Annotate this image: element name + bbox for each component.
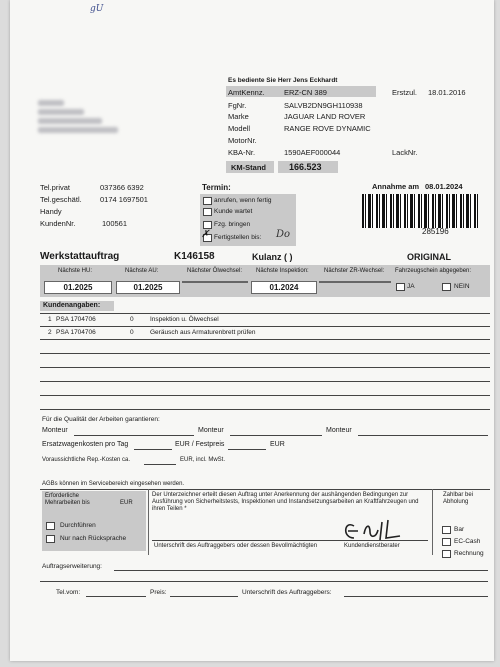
lack-label: LackNr. — [392, 148, 418, 157]
redacted-address-line — [38, 100, 64, 106]
kunden-line-qty: 0 — [130, 329, 134, 336]
monteur-label: Monteur — [198, 427, 224, 434]
kba-label: KBA-Nr. — [228, 148, 256, 157]
kunden-line-qty: 0 — [130, 316, 134, 323]
fahrzeugschein-ja-checkbox[interactable] — [396, 283, 405, 291]
divider — [432, 489, 433, 555]
amtkennz-label: AmtKennz. — [228, 88, 265, 97]
monteur-line[interactable] — [358, 435, 488, 436]
redacted-address-line — [38, 127, 118, 133]
fgnr-value: SALVB2DN9GH110938 — [284, 101, 363, 110]
mehrarbeiten-label: Mehrarbeiten bis — [45, 500, 90, 506]
km-label: KM-Stand — [231, 163, 266, 172]
agb-header: AGBs können im Servicebereich eingesehen werden. — [42, 481, 185, 487]
nein-label: NEIN — [454, 283, 470, 290]
kunden-label: KundenNr. — [40, 219, 76, 228]
motornr-label: MotorNr. — [228, 136, 257, 145]
kunden-line-code: PSA 1704706 — [56, 316, 96, 323]
tel-gesch-value: 0174 1697501 — [100, 195, 148, 204]
erstzul-value: 18.01.2016 — [428, 88, 466, 97]
insp-value: 01.2024 — [251, 281, 317, 294]
erweiterung-line[interactable] — [114, 570, 488, 571]
modell-label: Modell — [228, 124, 251, 133]
rechnung-checkbox[interactable] — [442, 550, 451, 558]
declaration-text: Der Unterzeichner erteilt diesen Auftrag unter Anerkennung der aushängenden Bedingungen zur Ausführung von Sicherheitstests, Inspektionen und Instandsetzungsarbeiten an Kraftfahrzeugen und ihren Teilen * — [152, 492, 419, 512]
blank-line[interactable] — [40, 581, 488, 582]
pay-option: EC-Cash — [454, 538, 481, 545]
hu-value: 01.2025 — [44, 281, 112, 294]
termin-checkbox[interactable] — [203, 197, 212, 205]
zahlbar-label: Zahlbar bei — [443, 492, 474, 498]
termin-option: Fzg. bringen — [214, 221, 251, 228]
barcode-number: 285196 — [422, 227, 449, 236]
durchfuehren-checkbox[interactable] — [46, 522, 55, 530]
marke-label: Marke — [228, 112, 249, 121]
erforderliche-label: Erforderliche — [45, 493, 80, 499]
abholung-label: Abholung — [443, 499, 469, 505]
hu-label: Nächste HU: — [58, 268, 93, 274]
monteur-line[interactable] — [74, 435, 194, 436]
ersatz-line[interactable] — [134, 449, 172, 450]
signature-image — [340, 516, 420, 546]
kunden-line-code: PSA 1704706 — [56, 329, 96, 336]
termin-option: Fertigstellen bis: — [214, 234, 262, 241]
blank-line[interactable] — [40, 409, 490, 410]
kundenangaben-title: Kundenangaben: — [43, 302, 101, 309]
ec-cash-checkbox[interactable] — [442, 538, 451, 546]
ersatz-label: Ersatzwagenkosten pro Tag — [42, 441, 129, 448]
separator — [40, 313, 490, 314]
fahrzeugschein-label: Fahrzeugschein abgegeben: — [395, 268, 472, 274]
oel-value — [182, 281, 248, 283]
mehrarbeit-eur: EUR — [120, 500, 133, 506]
handy-label: Handy — [40, 207, 62, 216]
divider — [148, 489, 149, 555]
signature-line[interactable] — [152, 540, 428, 541]
tel-gesch-label: Tel.geschätl. — [40, 195, 82, 204]
termin-option: anrufen, wenn fertig — [214, 197, 272, 204]
kundendienstberater: Kundendienstberater — [344, 543, 400, 549]
handwritten-note: gU — [90, 4, 104, 14]
au-label: Nächste AU: — [125, 268, 159, 274]
fahrzeugschein-nein-checkbox[interactable] — [442, 283, 451, 291]
tel-privat-value: 037366 6392 — [100, 183, 144, 192]
pay-option: Bar — [454, 526, 465, 533]
order-number: K146158 — [174, 251, 215, 262]
insp-label: Nächste Inspektion: — [256, 268, 309, 274]
preis-line[interactable] — [170, 596, 238, 597]
oel-label: Nächster Ölwechsel: — [187, 268, 243, 274]
marke-value: JAGUAR LAND ROVER — [284, 112, 366, 121]
redacted-address-line — [38, 118, 102, 124]
fgnr-label: FgNr. — [228, 101, 247, 110]
voraus-label: Voraussichtliche Rep.-Kosten ca. — [42, 457, 131, 463]
handwritten-fertig-day: Do — [276, 229, 291, 240]
blank-line[interactable] — [40, 395, 490, 396]
durchfuehren-label: Durchführen — [60, 522, 96, 529]
preis-label: Preis: — [150, 589, 167, 596]
unterschrift-line[interactable] — [344, 596, 488, 597]
annahme-label: Annahme am — [372, 182, 420, 191]
kunden-line-nr: 1 — [48, 316, 52, 323]
nur-nach-checkbox[interactable] — [46, 535, 55, 543]
nur-nach-label: Nur nach Rücksprache — [60, 535, 127, 542]
monteur-label: Monteur — [326, 427, 352, 434]
au-value: 01.2025 — [116, 281, 180, 294]
separator — [40, 339, 490, 340]
zr-label: Nächster ZR-Wechsel: — [324, 268, 385, 274]
eur-festpreis: EUR / Festpreis — [175, 441, 225, 448]
zr-value — [319, 281, 391, 283]
festpreis-line[interactable] — [228, 449, 266, 450]
kba-value: 1590AEF000044 — [284, 148, 341, 157]
ja-label: JA — [407, 283, 415, 290]
kunden-line-text: Inspektion u. Ölwechsel — [150, 316, 219, 323]
original-label: ORIGINAL — [407, 252, 451, 262]
erstzul-label: Erstzul. — [392, 88, 418, 97]
voraus-line[interactable] — [144, 464, 176, 465]
separator — [40, 489, 490, 490]
kulanz: Kulanz ( ) — [252, 252, 293, 262]
telvom-label: Tel.vom: — [56, 589, 81, 596]
eur-label: EUR — [270, 441, 285, 448]
termin-option: Kunde wartet — [214, 208, 253, 215]
annahme-value: 08.01.2024 — [425, 182, 463, 191]
quality-text: Für die Qualität der Arbeiten garantieren: — [42, 416, 160, 423]
kunden-line-nr: 2 — [48, 329, 52, 336]
termin-checkbox[interactable] — [203, 221, 212, 229]
kunden-line-text: Geräusch aus Armaturenbrett prüfen — [150, 329, 256, 336]
separator — [40, 326, 490, 327]
served-by: Es bediente Sie Herr Jens Eckhardt — [228, 77, 338, 84]
order-title: Werkstattauftrag — [40, 251, 120, 262]
km-value: 166.523 — [289, 162, 322, 172]
bar-checkbox[interactable] — [442, 526, 451, 534]
handwritten-check-mark: ✗ — [201, 229, 210, 240]
pay-option: Rechnung — [454, 550, 484, 557]
erweiterung-label: Auftragserweiterung: — [42, 563, 102, 570]
monteur-line[interactable] — [230, 435, 322, 436]
blank-line[interactable] — [40, 381, 490, 382]
tel-privat-label: Tel.privat — [40, 183, 71, 192]
monteur-label: Monteur — [42, 427, 68, 434]
termin-checkbox[interactable] — [203, 208, 212, 216]
work-order-sheet — [10, 0, 494, 661]
modell-value: RANGE ROVE DYNAMIC — [284, 124, 371, 133]
kunden-value: 100561 — [102, 219, 128, 228]
blank-line[interactable] — [40, 367, 490, 368]
unterschrift-label: Unterschrift des Auftraggebers: — [242, 589, 332, 596]
barcode-image — [362, 194, 478, 228]
eur-mwst: EUR, incl. MwSt. — [180, 457, 226, 463]
telvom-line[interactable] — [86, 596, 146, 597]
unterschrift-auftraggeber: Unterschrift des Auftraggebers oder dessen Bevollmächtigten — [154, 543, 318, 549]
redacted-address-line — [38, 109, 84, 115]
termin-title: Termin: — [202, 183, 231, 192]
blank-line[interactable] — [40, 353, 490, 354]
amtkennz-value: ERZ-CN 389 — [284, 88, 327, 97]
